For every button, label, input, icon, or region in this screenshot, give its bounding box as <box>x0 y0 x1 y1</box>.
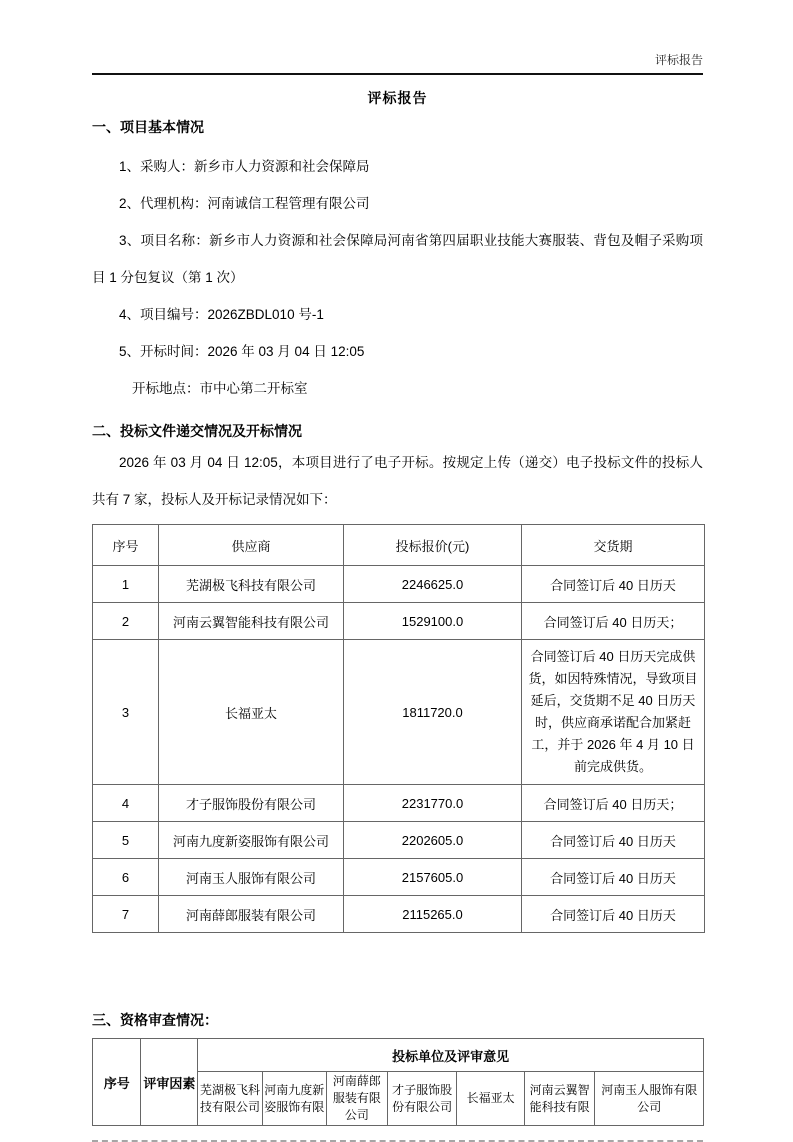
table-row <box>93 896 705 933</box>
section2-paragraph: 2026 年 03 月 04 日 12:05，本项目进行了电子开标。按规定上传（递交）电子投标文件的投标人共有 7 家，投标人及开标记录情况如下： <box>92 455 703 507</box>
item-agency: 2、代理机构：河南诚信工程管理有限公司 <box>119 196 370 211</box>
bidder-header: 河南云翼智能科技有限 <box>524 1072 595 1126</box>
qualification-table <box>92 1038 704 1126</box>
section3-heading: 三、资格审查情况： <box>92 1012 218 1028</box>
cell-seq: 4 <box>93 785 159 822</box>
table-row <box>93 566 705 603</box>
cell-price: 2231770.0 <box>344 785 522 822</box>
cell-delivery: 合同签订后 40 日历天； <box>522 785 705 822</box>
item-project-name: 3、项目名称：新乡市人力资源和社会保障局河南省第四届职业技能大赛服装、背包及帽子采购项目 1 分包复议（第 1 次） <box>92 233 703 285</box>
cell-price: 2115265.0 <box>344 896 522 933</box>
cell-delivery: 合同签订后 40 日历天 <box>522 859 705 896</box>
running-header-text: 评标报告 <box>654 53 703 67</box>
cell-supplier: 才子服饰股份有限公司 <box>159 785 344 822</box>
cell-seq: 7 <box>93 896 159 933</box>
page-title: 评标报告 <box>367 90 428 106</box>
cell-price: 2202605.0 <box>344 822 522 859</box>
cell-supplier: 河南薛郎服装有限公司 <box>159 896 344 933</box>
cell-seq: 1 <box>93 566 159 603</box>
cell-delivery: 合同签订后 40 日历天 <box>522 566 705 603</box>
qual-header-row-1 <box>93 1039 704 1072</box>
col-header-price: 投标报价(元) <box>344 525 522 566</box>
cell-supplier: 芜湖极飞科技有限公司 <box>159 566 344 603</box>
section2-heading: 二、投标文件递交情况及开标情况 <box>92 423 302 439</box>
table-row <box>93 785 705 822</box>
col-header-seq: 序号 <box>93 525 159 566</box>
cell-seq: 6 <box>93 859 159 896</box>
cell-supplier: 长福亚太 <box>159 640 344 785</box>
col-header-delivery: 交货期 <box>522 525 705 566</box>
cell-delivery: 合同签订后 40 日历天完成供货，如因特殊情况，导致项目延后，交货期不足 40 日历天时，供应商承诺配合加紧赶工，并于 2026 年 4 月 10 日前完成供货。 <box>522 640 705 785</box>
section1-items <box>92 148 703 407</box>
qual-col-factor: 评审因素 <box>141 1039 198 1126</box>
qual-span-header: 投标单位及评审意见 <box>198 1039 704 1072</box>
cell-seq: 3 <box>93 640 159 785</box>
table-row <box>93 859 705 896</box>
bidder-header: 河南薛郎服装有限公司 <box>326 1072 387 1126</box>
qual-col-seq: 序号 <box>93 1039 141 1126</box>
bidder-header: 河南九度新姿服饰有限 <box>262 1072 326 1126</box>
item-purchaser: 1、采购人：新乡市人力资源和社会保障局 <box>119 159 370 174</box>
col-header-supplier: 供应商 <box>159 525 344 566</box>
cell-delivery: 合同签订后 40 日历天 <box>522 896 705 933</box>
cell-delivery: 合同签订后 40 日历天； <box>522 603 705 640</box>
cell-supplier: 河南云翼智能科技有限公司 <box>159 603 344 640</box>
cell-seq: 2 <box>93 603 159 640</box>
cell-price: 1529100.0 <box>344 603 522 640</box>
bidder-header: 长福亚太 <box>457 1072 524 1126</box>
bid-table <box>92 524 705 933</box>
section1-heading: 一、项目基本情况 <box>92 119 204 135</box>
table-row <box>93 603 705 640</box>
cell-price: 2157605.0 <box>344 859 522 896</box>
running-header <box>92 0 703 75</box>
cell-supplier: 河南玉人服饰有限公司 <box>159 859 344 896</box>
cell-delivery: 合同签订后 40 日历天 <box>522 822 705 859</box>
item-opening-place: 开标地点：市中心第二开标室 <box>132 381 308 396</box>
bid-table-header-row <box>93 525 705 566</box>
cell-price: 2246625.0 <box>344 566 522 603</box>
bidder-header: 才子服饰股份有限公司 <box>387 1072 457 1126</box>
table-row <box>93 640 705 785</box>
item-opening-time: 5、开标时间：2026 年 03 月 04 日 12:05 <box>119 344 365 359</box>
cell-supplier: 河南九度新姿服饰有限公司 <box>159 822 344 859</box>
cell-seq: 5 <box>93 822 159 859</box>
bidder-header: 芜湖极飞科技有限公司 <box>198 1072 262 1126</box>
table-row <box>93 822 705 859</box>
item-project-number: 4、项目编号：2026ZBDL010 号-1 <box>119 307 324 322</box>
cell-price: 1811720.0 <box>344 640 522 785</box>
bidder-header: 河南玉人服饰有限公司 <box>595 1072 704 1126</box>
